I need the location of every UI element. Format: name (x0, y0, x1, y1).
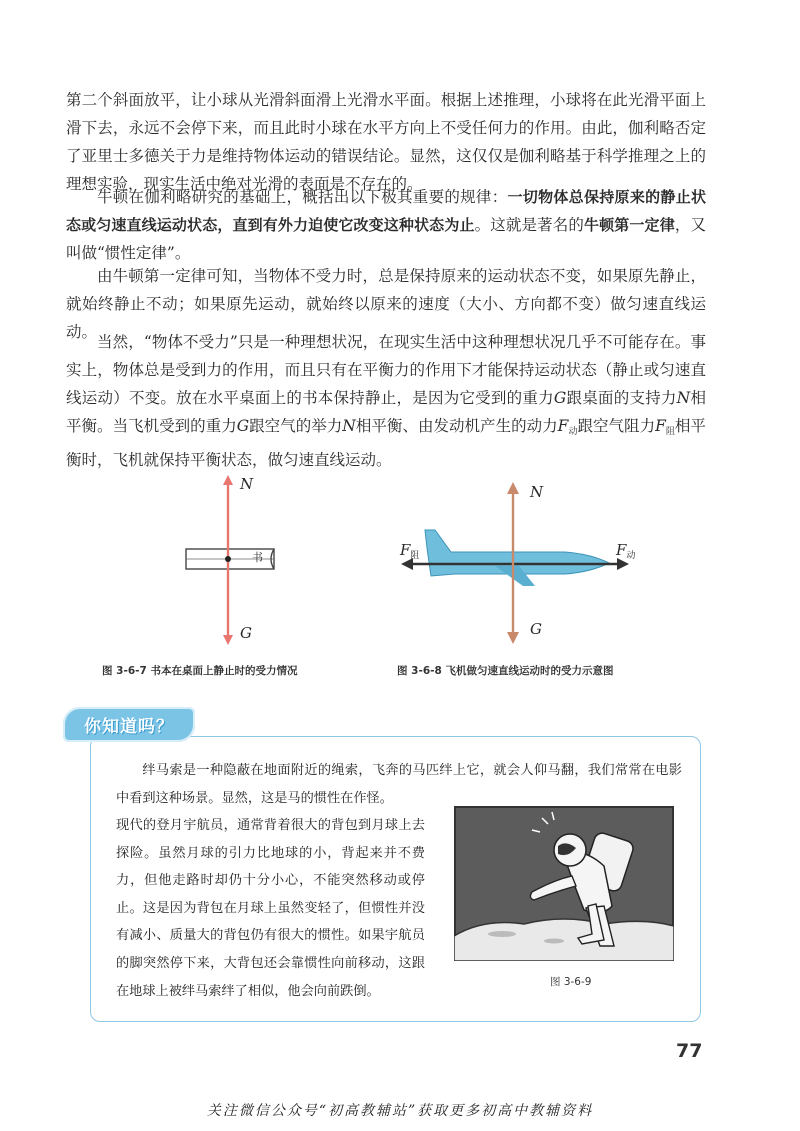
paragraph-galileo-text: 第二个斜面放平，让小球从光滑斜面滑上光滑水平面。根据上述推理，小球将在此光滑平面上滑下去，永远不会停下来，而且此时小球在水平方向上不受任何力的作用。由此，伽利略否定了亚里士多德关于力是维持物体运动的错误结论。显然，这仅仅是伽利略基于科学推理之上的理想实验，现实生活中绝对光滑的表面是不存在的。 (66, 91, 706, 193)
figure-book-forces (170, 470, 310, 650)
text: 当然，“物体不受力”只是一种理想状况，在现实生活中这种理想状况几乎不可能存在。事实上，物体总是受到力的作用，而且只有在平衡力的作用下才能保持运动状态（静止或匀速直线运动）不变。放在水平桌面上的书本保持静止，是因为它受到的重力 (66, 333, 706, 407)
symbol-F: F (557, 417, 569, 435)
book-label: 书 (252, 551, 263, 564)
text: 由牛顿第一定律可知，当物体不受力时，总是保持原来的运动状态不变，如果原先静止，就始终静止不动；如果原先运动，就始终以原来的速度（大小、方向都不变）做匀速直线运动。 (66, 267, 706, 341)
label-N: N (240, 475, 254, 493)
symbol-G: G (553, 389, 567, 407)
infobox-paragraph-1: 绊马索是一种隐蔽在地面附近的绳索，飞奔的马匹绊上它，就会人仰马翻，我们常常在电影中看到这种场景。显然，这是马的惯性在作怪。 (116, 763, 682, 806)
label-F-thrust (616, 540, 635, 561)
text: 跟空气的举力 (249, 417, 343, 435)
force-origin-dot (225, 556, 231, 562)
symbol-F: F (400, 541, 411, 559)
paragraph-galileo (66, 86, 706, 198)
text: 牛顿在伽利略研究的基础上，概括出以下极其重要的规律： (97, 188, 508, 206)
text: 相平衡时，飞机就保持平衡状态，做匀速直线运动。 (66, 417, 706, 469)
subscript: 阻 (665, 427, 675, 437)
text: ，又叫做“惯性定律”。 (66, 216, 706, 262)
label-G: G (240, 624, 252, 642)
law-name: 牛顿第一定律 (584, 216, 675, 234)
paragraph-balanced-forces (66, 328, 706, 474)
crater (544, 939, 564, 944)
law-statement: 一切物体总保持原来的静止状态或匀速直线运动状态，直到有外力迫使它改变这种状态为止 (66, 188, 706, 234)
moon-surface (454, 919, 674, 961)
figure-caption-3-6-7: 图 3-6-7 书本在桌面上静止时的受力情况 (102, 665, 298, 677)
footer-watermark-text: 关注微信公众号“初高教辅站”获取更多初高中教辅资料 (206, 1103, 594, 1119)
did-you-know-tag: 你知道吗？ (63, 707, 195, 742)
page-number: 77 (676, 1040, 703, 1062)
symbol-N: N (676, 389, 691, 407)
paragraph-newton-law (66, 183, 706, 267)
infobox-paragraph-2: 现代的登月宇航员，通常背着很大的背包到月球上去探险。虽然月球的引力比地球的小，背起来并不费力，但他走路时却仍十分小心，不能突然移动或停止。这是因为背包在月球上虽然变轻了，但惯性并没有减小、质量大的背包仍有很大的惯性。如果宇航员的脚突然停下来，大背包还会靠惯性向前移动，这跟在地球上被绊马索绊了相似，他会向前跌倒。 (116, 818, 425, 999)
subscript: 动 (568, 427, 578, 437)
text: 相平衡、由发动机产生的动力 (355, 417, 558, 435)
symbol-N: N (342, 417, 356, 435)
label-G: G (530, 620, 542, 638)
figure-caption-3-6-9: 图 3-6-9 (550, 976, 592, 988)
symbol-F: F (616, 541, 627, 559)
symbol-G: G (236, 417, 250, 435)
astronaut-illustration (454, 806, 674, 961)
text: 。这就是著名的 (474, 216, 585, 234)
text: 跟桌面的支持力 (566, 389, 677, 407)
text: 跟空气阻力 (577, 417, 656, 435)
label-F-drag (400, 540, 419, 561)
subscript: 阻 (410, 551, 420, 561)
symbol-F: F (655, 417, 666, 435)
crater (488, 931, 516, 937)
label-N: N (530, 483, 544, 501)
text: 相平衡。当飞机受到的重力 (66, 389, 706, 435)
subscript: 动 (626, 551, 636, 561)
figure-airplane-forces (395, 478, 645, 648)
figure-caption-3-6-8: 图 3-6-8 飞机做匀速直线运动时的受力示意图 (397, 665, 614, 677)
